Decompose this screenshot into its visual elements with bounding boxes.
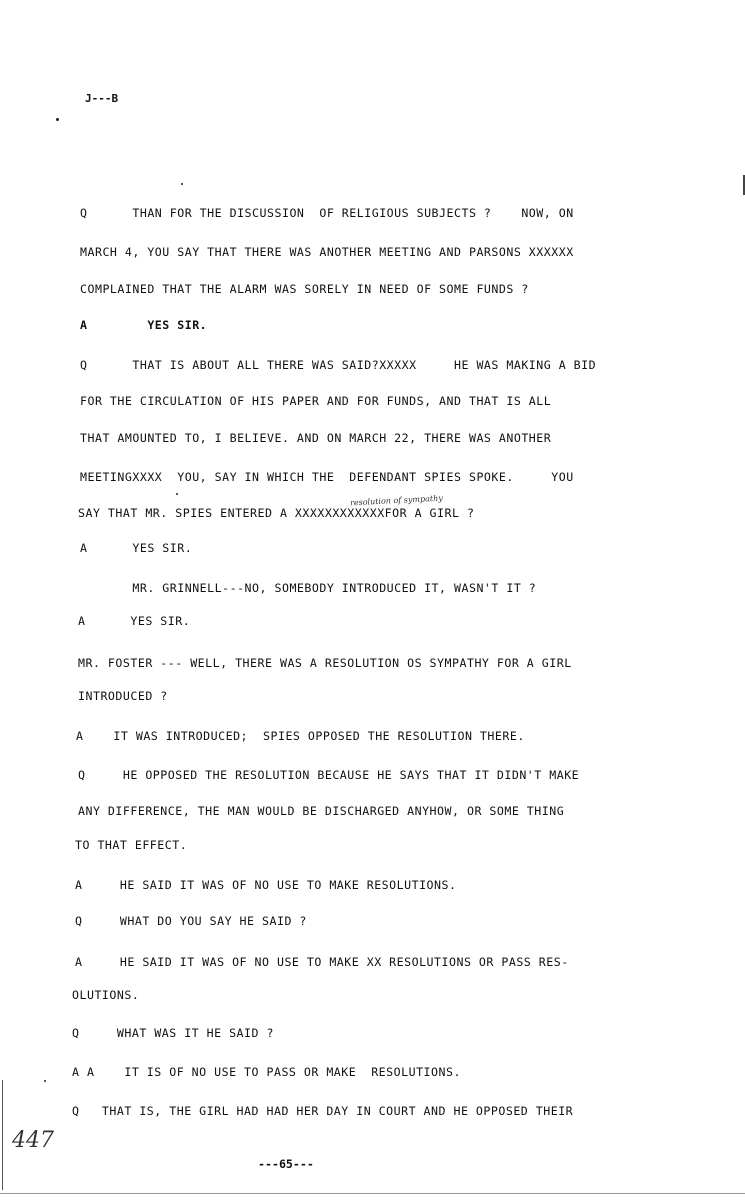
transcript-line: OLUTIONS. (72, 988, 140, 1002)
transcript-line: Q WHAT WAS IT HE SAID ? (72, 1026, 274, 1040)
transcript-line: A HE SAID IT WAS OF NO USE TO MAKE XX RESOLUTIONS OR PASS RES- (75, 955, 569, 969)
transcript-line: SAY THAT MR. SPIES ENTERED A XXXXXXXXXXXXFOR A GIRL ? (78, 506, 475, 520)
transcript-line: Q THAT IS, THE GIRL HAD HAD HER DAY IN COURT AND HE OPPOSED THEIR (72, 1104, 574, 1118)
scan-edge-bottom (0, 1193, 745, 1194)
handwritten-page-number: 447 (12, 1128, 54, 1153)
page-number: ---65--- (258, 1157, 314, 1171)
transcript-line: A YES SIR. (78, 614, 191, 628)
transcript-line: MARCH 4, YOU SAY THAT THERE WAS ANOTHER MEETING AND PARSONS XXXXXX (80, 245, 574, 259)
handwritten-annotation: resolution of sympathy (349, 493, 443, 508)
ink-speck (176, 493, 178, 495)
ink-speck (56, 118, 59, 121)
transcript-line: FOR THE CIRCULATION OF HIS PAPER AND FOR FUNDS, AND THAT IS ALL (80, 394, 552, 408)
ink-speck (181, 183, 183, 185)
transcript-line: Q WHAT DO YOU SAY HE SAID ? (75, 914, 307, 928)
transcript-line: MR. FOSTER --- WELL, THERE WAS A RESOLUTION OS SYMPATHY FOR A GIRL (78, 656, 572, 670)
transcript-line: MEETINGXXXX YOU, SAY IN WHICH THE DEFENDANT SPIES SPOKE. YOU (80, 470, 574, 484)
transcript-line: A YES SIR. (80, 541, 193, 555)
page-header: J---B (85, 92, 119, 105)
transcript-line: COMPLAINED THAT THE ALARM WAS SORELY IN NEED OF SOME FUNDS ? (80, 282, 529, 296)
transcript-line: Q HE OPPOSED THE RESOLUTION BECAUSE HE SAYS THAT IT DIDN'T MAKE (78, 768, 580, 782)
transcript-line: Q THAN FOR THE DISCUSSION OF RELIGIOUS SUBJECTS ? NOW, ON (80, 206, 574, 220)
ink-speck (44, 1080, 46, 1082)
transcript-line: THAT AMOUNTED TO, I BELIEVE. AND ON MARCH 22, THERE WAS ANOTHER (80, 431, 552, 445)
transcript-line: A A IT IS OF NO USE TO PASS OR MAKE RESOLUTIONS. (72, 1065, 461, 1079)
transcript-line: TO THAT EFFECT. (75, 838, 188, 852)
transcript-line: MR. GRINNELL---NO, SOMEBODY INTRODUCED IT, WASN'T IT ? (80, 581, 537, 595)
scan-edge-left (2, 1080, 3, 1190)
transcript-line: ANY DIFFERENCE, THE MAN WOULD BE DISCHARGED ANYHOW, OR SOME THING (78, 804, 565, 818)
transcript-line: Q THAT IS ABOUT ALL THERE WAS SAID?XXXXX HE WAS MAKING A BID (80, 358, 597, 372)
transcript-line: INTRODUCED ? (78, 689, 168, 703)
transcript-line: A IT WAS INTRODUCED; SPIES OPPOSED THE RESOLUTION THERE. (76, 729, 525, 743)
transcript-line: A YES SIR. (80, 318, 208, 332)
transcript-line: A HE SAID IT WAS OF NO USE TO MAKE RESOLUTIONS. (75, 878, 457, 892)
